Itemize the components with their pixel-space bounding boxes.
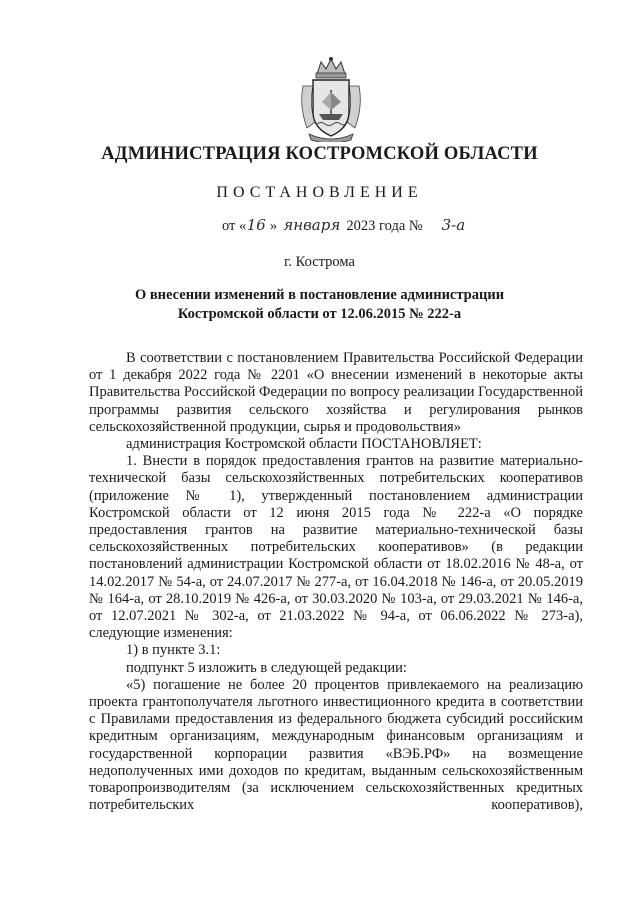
document-body (89, 350, 583, 814)
subject-line-1: О внесении изменений в постановление администрации (134, 287, 505, 303)
date-prefix: от « (222, 218, 247, 234)
date-day-handwritten: 16 (246, 216, 266, 234)
paragraph-subitem-1: 1) в пункте 3.1: (126, 642, 221, 659)
paragraph-subpoint-5: подпункт 5 изложить в следующей редакции: (126, 659, 407, 676)
date-year: 2023 года № (342, 218, 427, 234)
subject-heading (0, 286, 639, 324)
date-month-handwritten: января (283, 216, 341, 234)
document-type: ПОСТАНОВЛЕНИЕ (216, 184, 423, 201)
paragraph-subpoint-5-text: «5) погашение не более 20 процентов привлекаемого на реализацию проекта грантополучателя льготного инвестиционного кредита в соответствии с Правилами предоставления из федерального бюджета субсидий российским кредитным организациям, международным финансовым организациям и государственной корпорации развития «ВЭБ.РФ» на возмещение недополученных ими доходов по кредитам, выданным сельскохозяйственным товаропроизводителям (за исключением сельскохозяйственных кредитных потребительских кооперативов), (89, 676, 583, 814)
paragraph-preamble: В соответствии с постановлением Правительства Российской Федерации от 1 декабря 2022 года № 2201 «О внесении изменений в некоторые акты Правительства Российской Федерации по вопросу реализации Государственной программы развития сельского хозяйства и регулирования рынков сельскохозяйственной продукции, сырья и продовольствия» (89, 350, 583, 435)
subject-line-2: Костромской области от 12.06.2015 № 222-а (177, 306, 462, 322)
date-mid: » (266, 218, 281, 234)
doc-number-handwritten: 3-а (441, 216, 466, 234)
organization-title: АДМИНИСТРАЦИЯ КОСТРОМСКОЙ ОБЛАСТИ (101, 144, 538, 164)
paragraph-item-1: 1. Внести в порядок предоставления грантов на развитие материально-технической базы сельскохозяйственных потребительских кооперативов (приложение № 1), утвержденный постановлением администрации Костромской области от 12 июня 2015 года № 222-а «О порядке предоставления грантов на развитие материально-технической базы сельскохозяйственных потребительских кооперативов» (в редакции постановлений администрации Костромской области от 18.02.2016 № 48-а, от 14.02.2017 № 54-а, от 24.07.2017 № 277-а, от 16.04.2018 № 146-а, от 20.05.2019 № 164-а, от 28.10.2019 № 426-а, от 30.03.2020 № 103-а, от 29.03.2021 № 146-а, от 12.07.2021 № 302-а, от 21.03.2022 № 94-а, от 06.06.2022 № 273-а), следующие изменения: (89, 453, 583, 642)
city: г. Кострома (284, 254, 355, 270)
kostroma-coat-of-arms-icon (295, 56, 367, 142)
paragraph-resolves: администрация Костромской области ПОСТАНОВЛЯЕТ: (126, 436, 482, 453)
date-line (222, 216, 476, 235)
